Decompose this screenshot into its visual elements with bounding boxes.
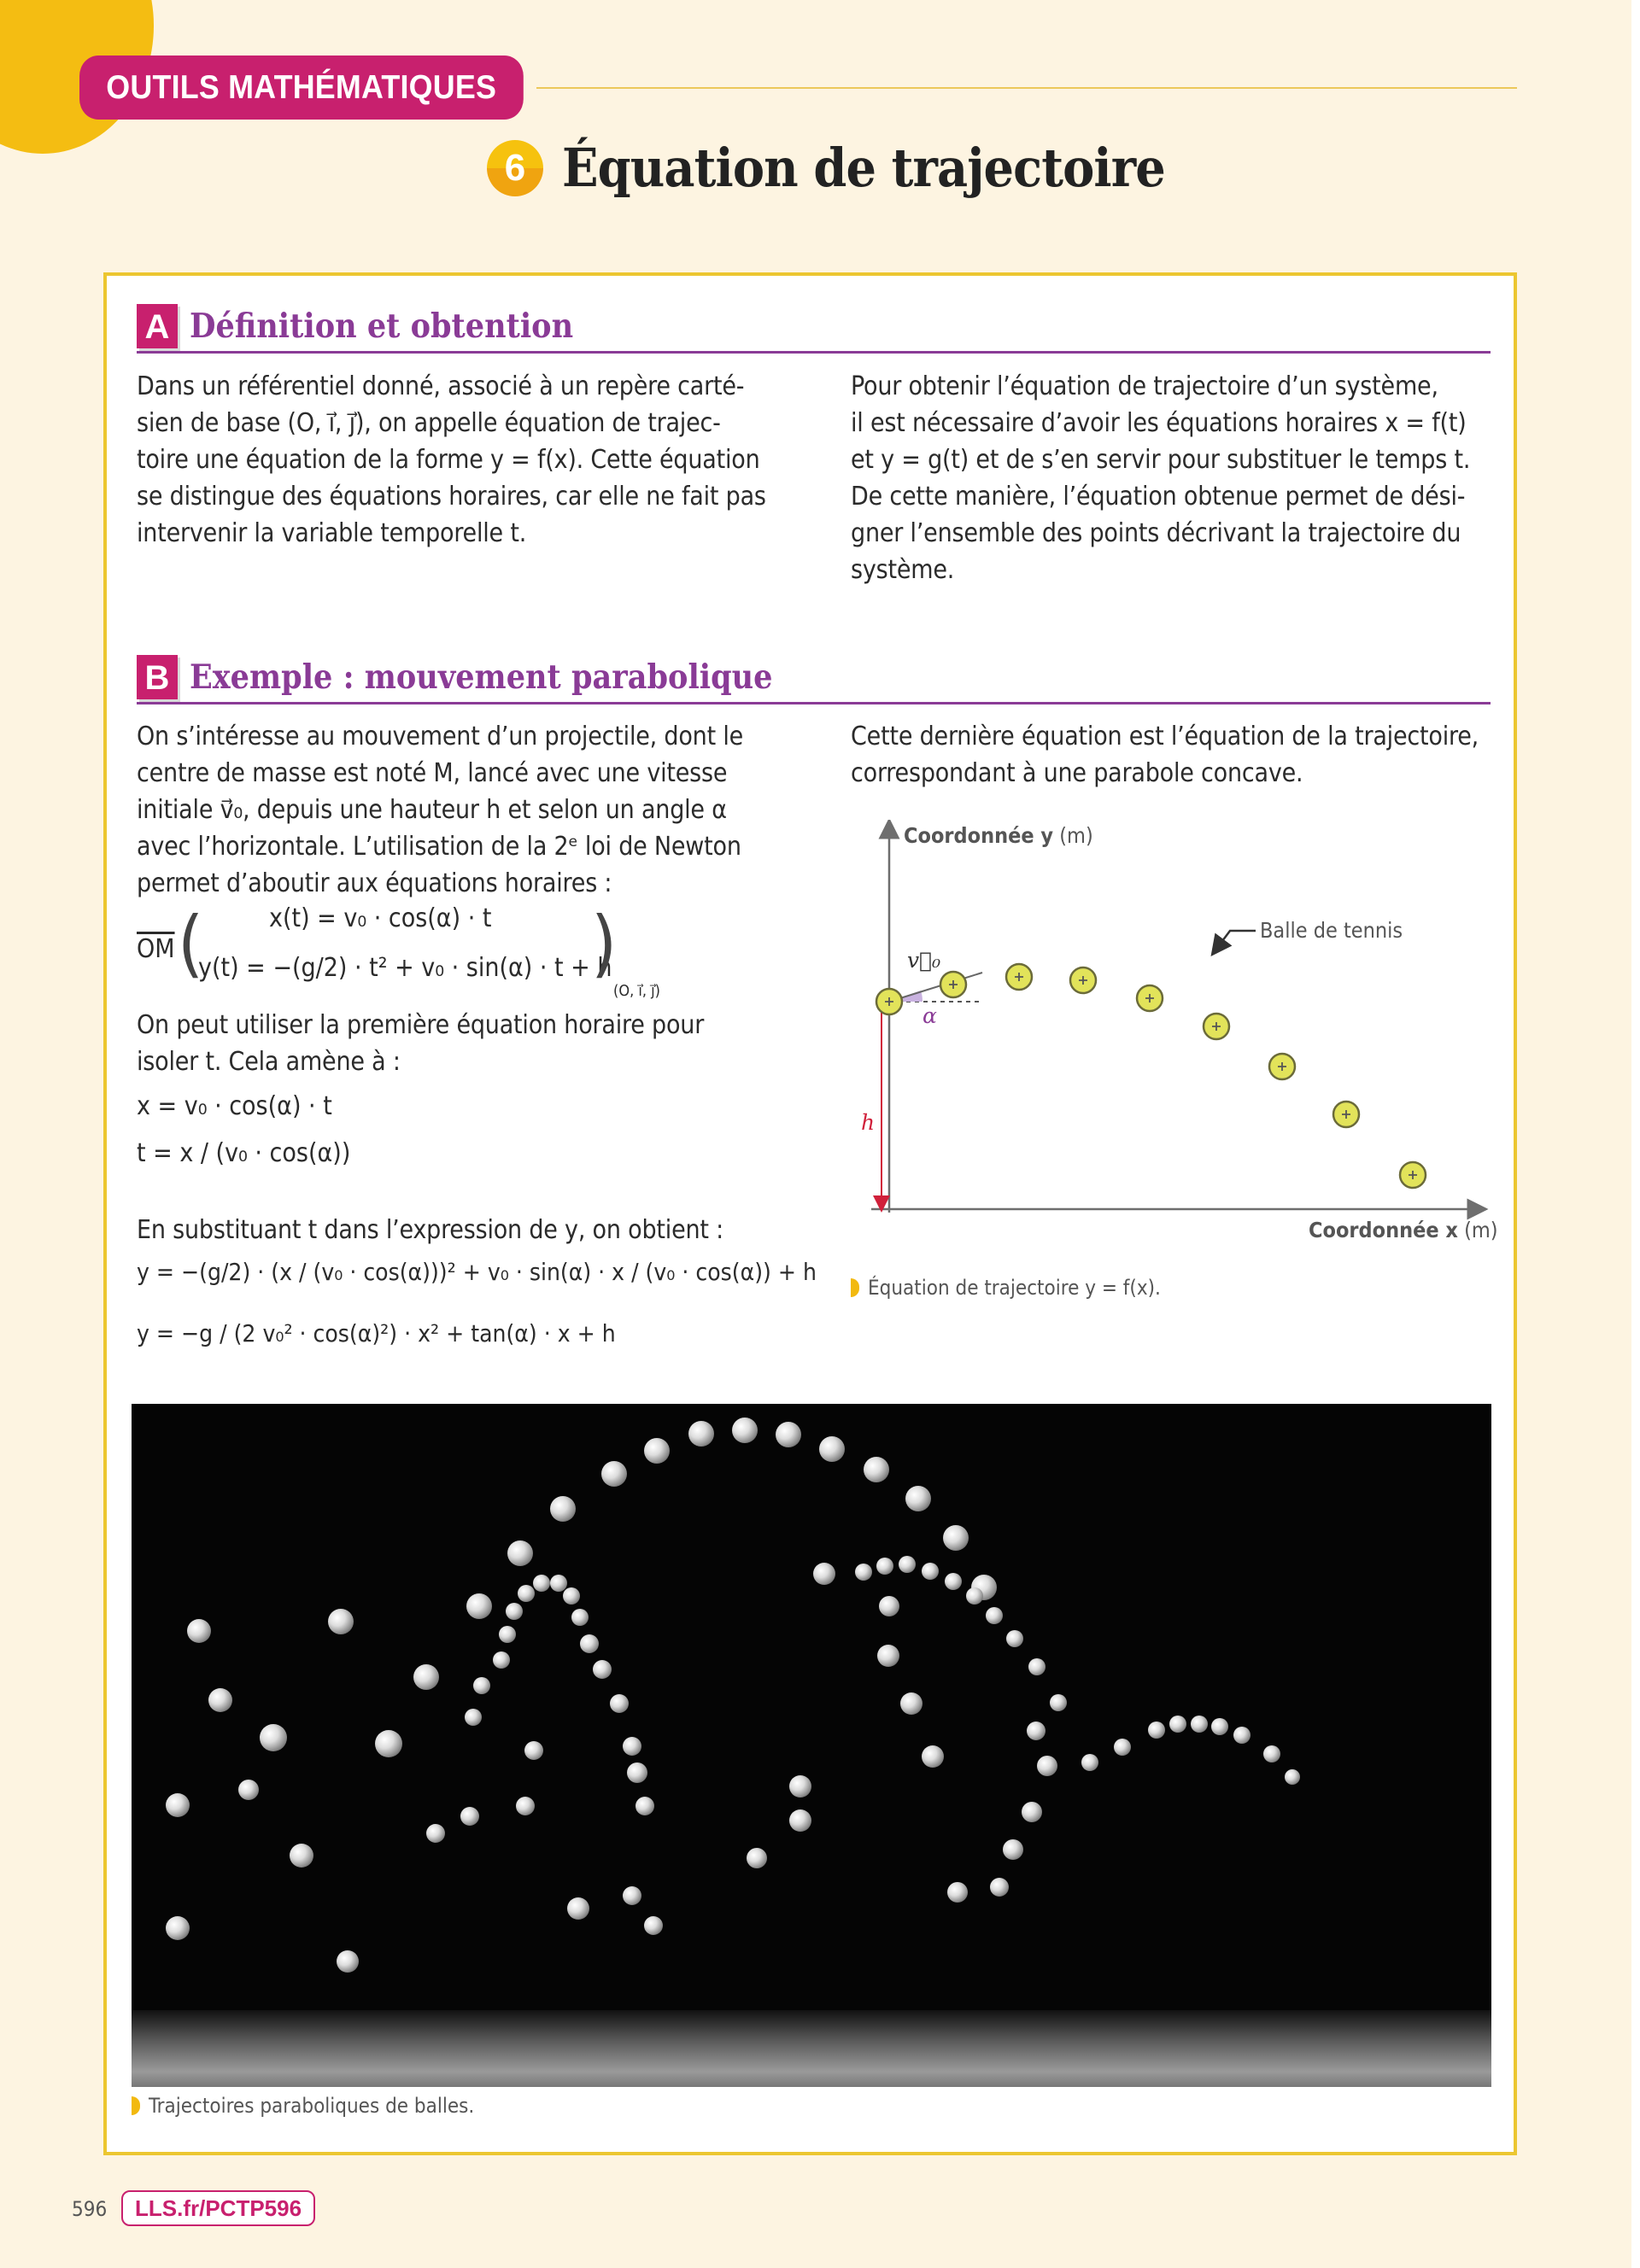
equation-x-t: x(t) = v₀ · cos(α) · t — [269, 903, 492, 933]
section-a-heading — [137, 304, 616, 348]
text-line: et y = g(t) et de s’en servir pour substituer le temps t. — [851, 445, 1471, 475]
page-edge — [1631, 0, 1640, 2268]
equation-y-final: y = −g / (2 v₀² · cos(α)²) · x² + tan(α) · x + h — [137, 1319, 616, 1347]
text-line: On peut utiliser la première équation horaire pour — [137, 1010, 705, 1040]
section-b-rule — [137, 702, 1491, 704]
y-axis-label: Coordonnée y (m) — [904, 823, 1093, 848]
section-b-intro — [137, 718, 777, 902]
text-line: permet d’aboutir aux équations horaires : — [137, 868, 612, 898]
text-line: sien de base (O, i⃗, j⃗), on appelle équation de trajec- — [137, 408, 721, 438]
text-line: gner l’ensemble des points décrivant la trajectoire du — [851, 518, 1461, 548]
footer-link[interactable]: LLS.fr/PCTP596 — [121, 2190, 315, 2226]
text-line: On s’intéresse au mouvement d’un projectile, dont le — [137, 722, 744, 751]
bouncing-balls-photo — [132, 1404, 1491, 2087]
caption-bullet-icon — [851, 1278, 859, 1297]
text-line: avec l’horizontale. L’utilisation de la 2ᵉ loi de Newton — [137, 832, 741, 862]
section-b-heading — [137, 655, 837, 699]
section-b-letter: B — [137, 655, 178, 699]
text-line: centre de masse est noté M, lancé avec une vitesse — [137, 758, 728, 788]
chapter-tag: OUTILS MATHÉMATIQUES — [79, 56, 523, 120]
isolate-text — [137, 1007, 777, 1080]
page-title — [487, 137, 1232, 199]
section-a-letter: A — [137, 304, 178, 348]
section-a-title: Définition et obtention — [190, 307, 574, 346]
text-line: De cette manière, l’équation obtenue permet de dési- — [851, 482, 1466, 511]
photo-floor — [132, 2010, 1491, 2087]
photo-caption — [132, 2094, 474, 2118]
left-paren: ( — [178, 901, 204, 986]
right-paren: ) — [591, 901, 618, 986]
alpha-label: α — [922, 1003, 937, 1028]
section-a-left-paragraph — [137, 368, 777, 552]
basis-label: (O, i⃗, j⃗) — [613, 982, 660, 1000]
equation-y-t: y(t) = −(g/2) · t² + v₀ · sin(α) · t + h — [198, 953, 612, 983]
photo-caption-text: Trajectoires paraboliques de balles. — [149, 2094, 475, 2118]
text-line: isoler t. Cela amène à : — [137, 1047, 401, 1077]
text-line: Dans un référentiel donné, associé à un repère carté- — [137, 371, 745, 401]
diagram-caption-text: Équation de trajectoire y = f(x). — [868, 1276, 1161, 1300]
diagram-caption — [851, 1276, 1161, 1300]
substitution-text: En substituant t dans l’expression de y, on obtient : — [137, 1215, 724, 1245]
equation-y-substituted: y = −(g/2) · (x / (v₀ · cos(α)))² + v₀ · sin(α) · x / (v₀ · cos(α)) + h — [137, 1258, 817, 1286]
text-line: intervenir la variable temporelle t. — [137, 518, 527, 548]
section-a-rule — [137, 351, 1491, 354]
header-rule — [536, 87, 1517, 89]
horary-equations — [137, 903, 683, 1006]
h-label: h — [861, 1110, 876, 1135]
page-title-text: Équation de trajectoire — [562, 137, 1165, 199]
ball-label-arrow — [1217, 931, 1256, 948]
text-line: correspondant à une parabole concave. — [851, 758, 1303, 788]
text-line: Pour obtenir l’équation de trajectoire d’un système, — [851, 371, 1438, 401]
section-b-title: Exemple : mouvement parabolique — [190, 658, 773, 697]
text-line: Cette dernière équation est l’équation de la trajectoire, — [851, 722, 1479, 751]
ball-label: Balle de tennis — [1260, 918, 1403, 943]
page-number: 596 — [72, 2197, 108, 2221]
om-vector-label: $\overline{OM}$ — [137, 934, 175, 964]
text-line: système. — [851, 555, 955, 585]
x-axis-label: Coordonnée x (m) — [1309, 1218, 1498, 1242]
text-line: toire une équation de la forme y = f(x). Cette équation — [137, 445, 760, 475]
equation-x: x = v₀ · cos(α) · t — [137, 1091, 332, 1121]
caption-bullet-icon — [132, 2096, 140, 2115]
trajectory-svg — [854, 820, 1503, 1264]
conclusion-text — [851, 718, 1491, 792]
section-number-badge: 6 — [487, 140, 543, 196]
v0-label: v⃗₀ — [907, 948, 941, 973]
text-line: se distingue des équations horaires, car elle ne fait pas — [137, 482, 766, 511]
trajectory-diagram — [854, 820, 1503, 1264]
text-line: il est nécessaire d’avoir les équations horaires x = f(t) — [851, 408, 1467, 438]
equation-t: t = x / (v₀ · cos(α)) — [137, 1138, 351, 1168]
text-line: initiale v⃗₀, depuis une hauteur h et selon un angle α — [137, 795, 727, 825]
section-a-right-paragraph — [851, 368, 1491, 588]
velocity-line — [889, 973, 982, 1002]
